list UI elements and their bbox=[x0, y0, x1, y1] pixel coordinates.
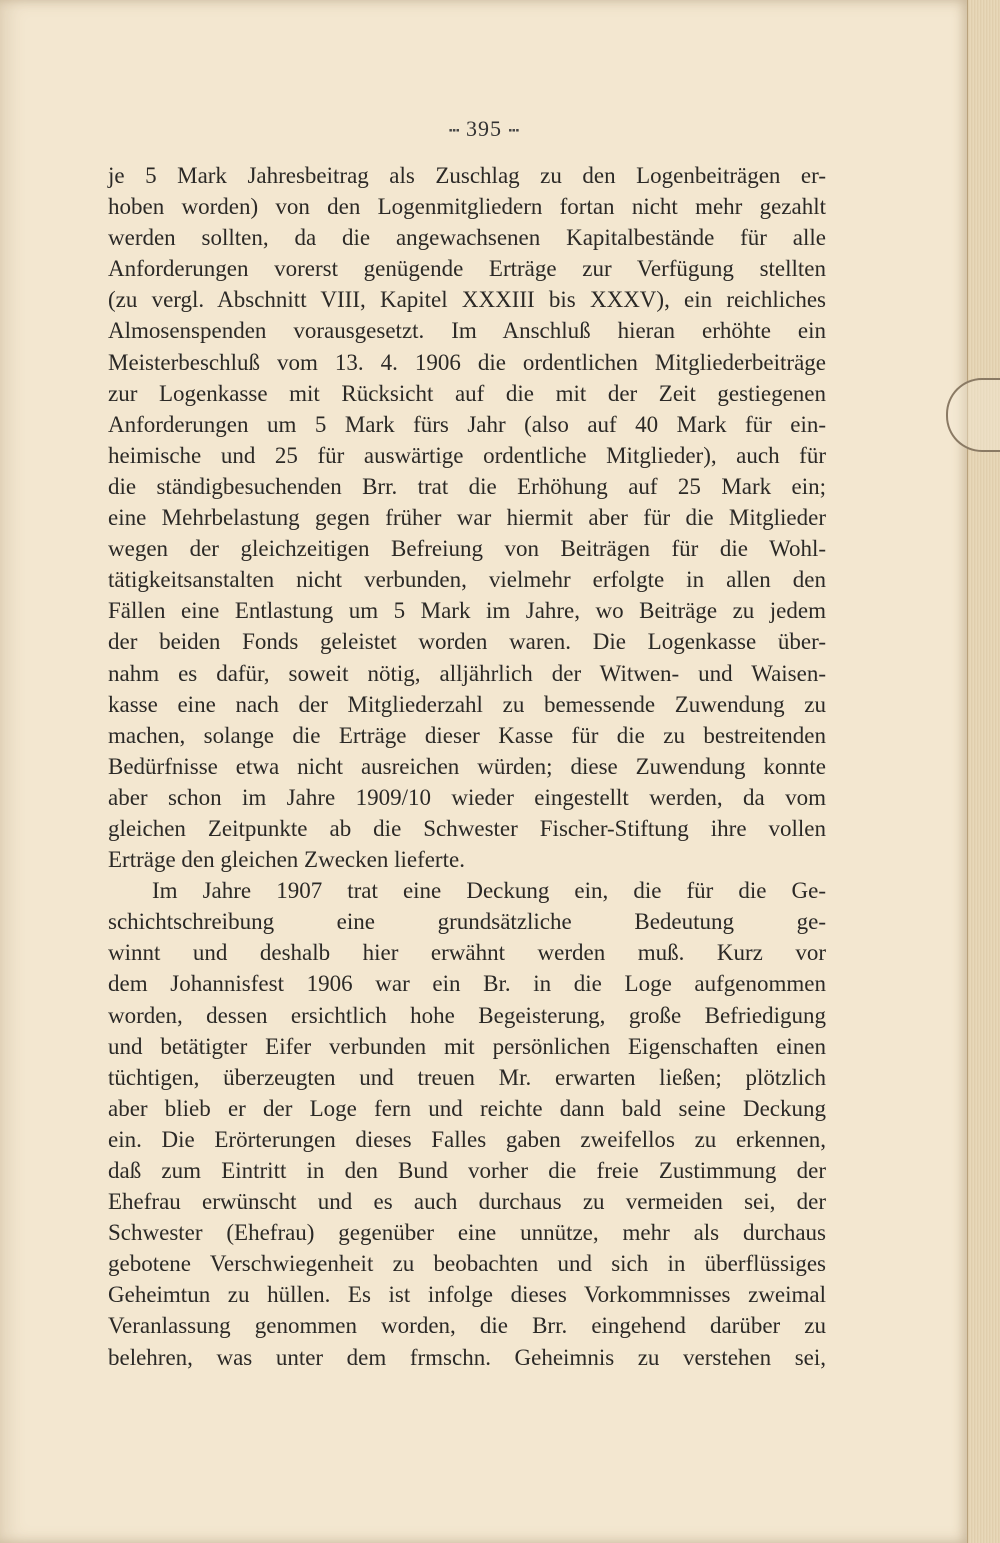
page-header bbox=[0, 116, 968, 142]
text-line: Veranlassung genommen worden, die Brr. eingehend darüber zu bbox=[108, 1313, 826, 1339]
text-line: nahm es dafür, soweit nötig, alljährlich der Witwen- und Waisen- bbox=[108, 660, 826, 686]
text-line: die ständigbesuchenden Brr. trat die Erhöhung auf 25 Mark ein; bbox=[108, 473, 826, 499]
text-line: und betätigter Eifer verbunden mit persönlichen Eigenschaften einen bbox=[108, 1033, 826, 1059]
text-line: zur Logenkasse mit Rücksicht auf die mit der Zeit gestiegenen bbox=[108, 380, 826, 406]
text-line: je 5 Mark Jahresbeitrag als Zuschlag zu den Logenbeiträgen er- bbox=[108, 163, 826, 188]
text-line: der beiden Fonds geleistet worden waren. Die Logenkasse über- bbox=[108, 629, 826, 655]
text-line: Anforderungen um 5 Mark fürs Jahr (also auf 40 Mark für ein- bbox=[108, 411, 826, 437]
text-line: belehren, was unter dem frmschn. Geheimnis zu verstehen sei, bbox=[108, 1344, 826, 1370]
text-line: schichtschreibung eine grundsätzliche Bedeutung ge- bbox=[108, 909, 826, 935]
text-line: Schwester (Ehefrau) gegenüber eine unnütze, mehr als durchaus bbox=[108, 1220, 826, 1246]
text-line: tüchtigen, überzeugten und treuen Mr. erwarten ließen; plötzlich bbox=[108, 1064, 826, 1090]
text-line: worden, dessen ersichtlich hohe Begeisterung, große Befriedigung bbox=[108, 1002, 826, 1028]
text-line: eine Mehrbelastung gegen früher war hiermit aber für die Mitglieder bbox=[108, 505, 826, 531]
paragraph bbox=[108, 875, 826, 1373]
text-line: Fällen eine Entlastung um 5 Mark im Jahre, wo Beiträge zu jedem bbox=[108, 598, 826, 624]
ornament-right: ▪▪▪ bbox=[508, 125, 520, 137]
text-line: Geheimtun zu hüllen. Es ist infolge dieses Vorkommnisses zweimal bbox=[108, 1282, 826, 1308]
text-line: Anforderungen vorerst genügende Erträge zur Verfügung stellten bbox=[108, 256, 826, 282]
text-line: gebotene Verschwiegenheit zu beobachten und sich in überflüssiges bbox=[108, 1251, 826, 1277]
text-line: Im Jahre 1907 trat eine Deckung ein, die für die Ge- bbox=[152, 878, 826, 904]
page-number: 395 bbox=[466, 116, 502, 141]
text-line: Ehefrau erwünscht und es auch durchaus zu vermeiden sei, der bbox=[108, 1189, 826, 1215]
text-line: gleichen Zeitpunkte ab die Schwester Fischer-Stiftung ihre vollen bbox=[108, 815, 826, 841]
text-line: hoben worden) von den Logenmitgliedern fortan nicht mehr gezahlt bbox=[108, 194, 826, 220]
text-line: (zu vergl. Abschnitt VIII, Kapitel XXXIII bis XXXV), ein reichliches bbox=[108, 287, 826, 313]
text-line: werden sollten, da die angewachsenen Kapitalbestände für alle bbox=[108, 225, 826, 251]
body-text bbox=[108, 160, 826, 1373]
text-line: heimische und 25 für auswärtige ordentliche Mitglieder), auch für bbox=[108, 442, 826, 468]
text-line: Meisterbeschluß vom 13. 4. 1906 die ordentlichen Mitgliederbeiträge bbox=[108, 349, 826, 375]
text-line: Almosenspenden vorausgesetzt. Im Anschluß hieran erhöhte ein bbox=[108, 318, 826, 344]
text-line: aber schon im Jahre 1909/10 wieder eingestellt werden, da vom bbox=[108, 784, 826, 810]
text-line: machen, solange die Erträge dieser Kasse für die zu bestreitenden bbox=[108, 722, 826, 748]
text-line: wegen der gleichzeitigen Befreiung von Beiträgen für die Wohl- bbox=[108, 536, 826, 562]
paragraph bbox=[108, 160, 826, 875]
text-line: ein. Die Erörterungen dieses Falles gaben zweifellos zu erkennen, bbox=[108, 1126, 826, 1152]
text-line: daß zum Eintritt in den Bund vorher die freie Zustimmung der bbox=[108, 1158, 826, 1183]
text-line: aber blieb er der Loge fern und reichte dann bald seine Deckung bbox=[108, 1095, 826, 1121]
text-line: winnt und deshalb hier erwähnt werden muß. Kurz vor bbox=[108, 940, 826, 966]
ornament-left: ▪▪▪ bbox=[448, 125, 460, 137]
text-line: kasse eine nach der Mitgliederzahl zu bemessende Zuwendung zu bbox=[108, 691, 826, 717]
text-line: dem Johannisfest 1906 war ein Br. in die Loge aufgenommen bbox=[108, 971, 826, 997]
text-line: Erträge den gleichen Zwecken lieferte. bbox=[108, 847, 465, 873]
text-line: tätigkeitsanstalten nicht verbunden, vielmehr erfolgte in allen den bbox=[108, 567, 826, 593]
text-line: Bedürfnisse etwa nicht ausreichen würden; diese Zuwendung konnte bbox=[108, 753, 826, 779]
page-edges bbox=[967, 0, 1000, 1543]
